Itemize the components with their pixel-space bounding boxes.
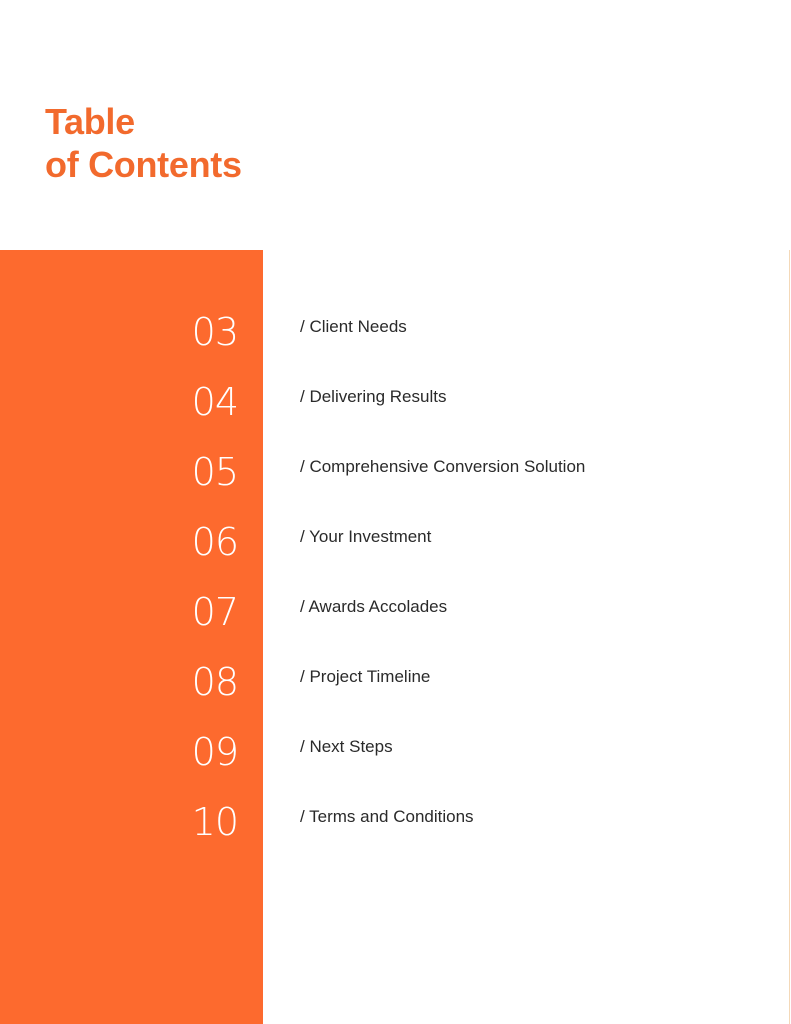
- toc-item-client-needs[interactable]: [0, 300, 791, 370]
- toc-item-label[interactable]: / Terms and Conditions: [300, 807, 474, 826]
- toc-item-terms-and-conditions[interactable]: [0, 790, 791, 860]
- toc-page-number: 10: [191, 800, 238, 844]
- page-title: [45, 100, 242, 186]
- toc-item-label[interactable]: / Client Needs: [300, 317, 407, 336]
- toc-item-next-steps[interactable]: [0, 720, 791, 790]
- toc-page-number: 06: [191, 520, 238, 564]
- toc-page-number: 09: [191, 730, 238, 774]
- table-of-contents-list: [0, 300, 791, 860]
- toc-item-delivering-results[interactable]: [0, 370, 791, 440]
- toc-page-number: 05: [191, 450, 238, 494]
- toc-item-awards-accolades[interactable]: [0, 580, 791, 650]
- toc-page-number: 04: [191, 380, 238, 424]
- page-title-line-2: of Contents: [45, 144, 242, 185]
- toc-page-number: 07: [191, 590, 238, 634]
- toc-item-label[interactable]: / Awards Accolades: [300, 597, 448, 616]
- toc-page-number: 03: [191, 310, 238, 354]
- toc-item-label[interactable]: / Project Timeline: [300, 667, 431, 686]
- toc-item-your-investment[interactable]: [0, 510, 791, 580]
- toc-item-label[interactable]: / Your Investment: [300, 527, 432, 546]
- toc-item-project-timeline[interactable]: [0, 650, 791, 720]
- toc-page-number: 08: [191, 660, 238, 704]
- toc-item-label[interactable]: / Next Steps: [300, 737, 393, 756]
- toc-item-comprehensive-conversion-solution[interactable]: [0, 440, 791, 510]
- toc-item-label[interactable]: / Delivering Results: [300, 387, 447, 406]
- toc-item-label[interactable]: / Comprehensive Conversion Solution: [300, 457, 586, 476]
- page-title-line-1: Table: [45, 101, 135, 142]
